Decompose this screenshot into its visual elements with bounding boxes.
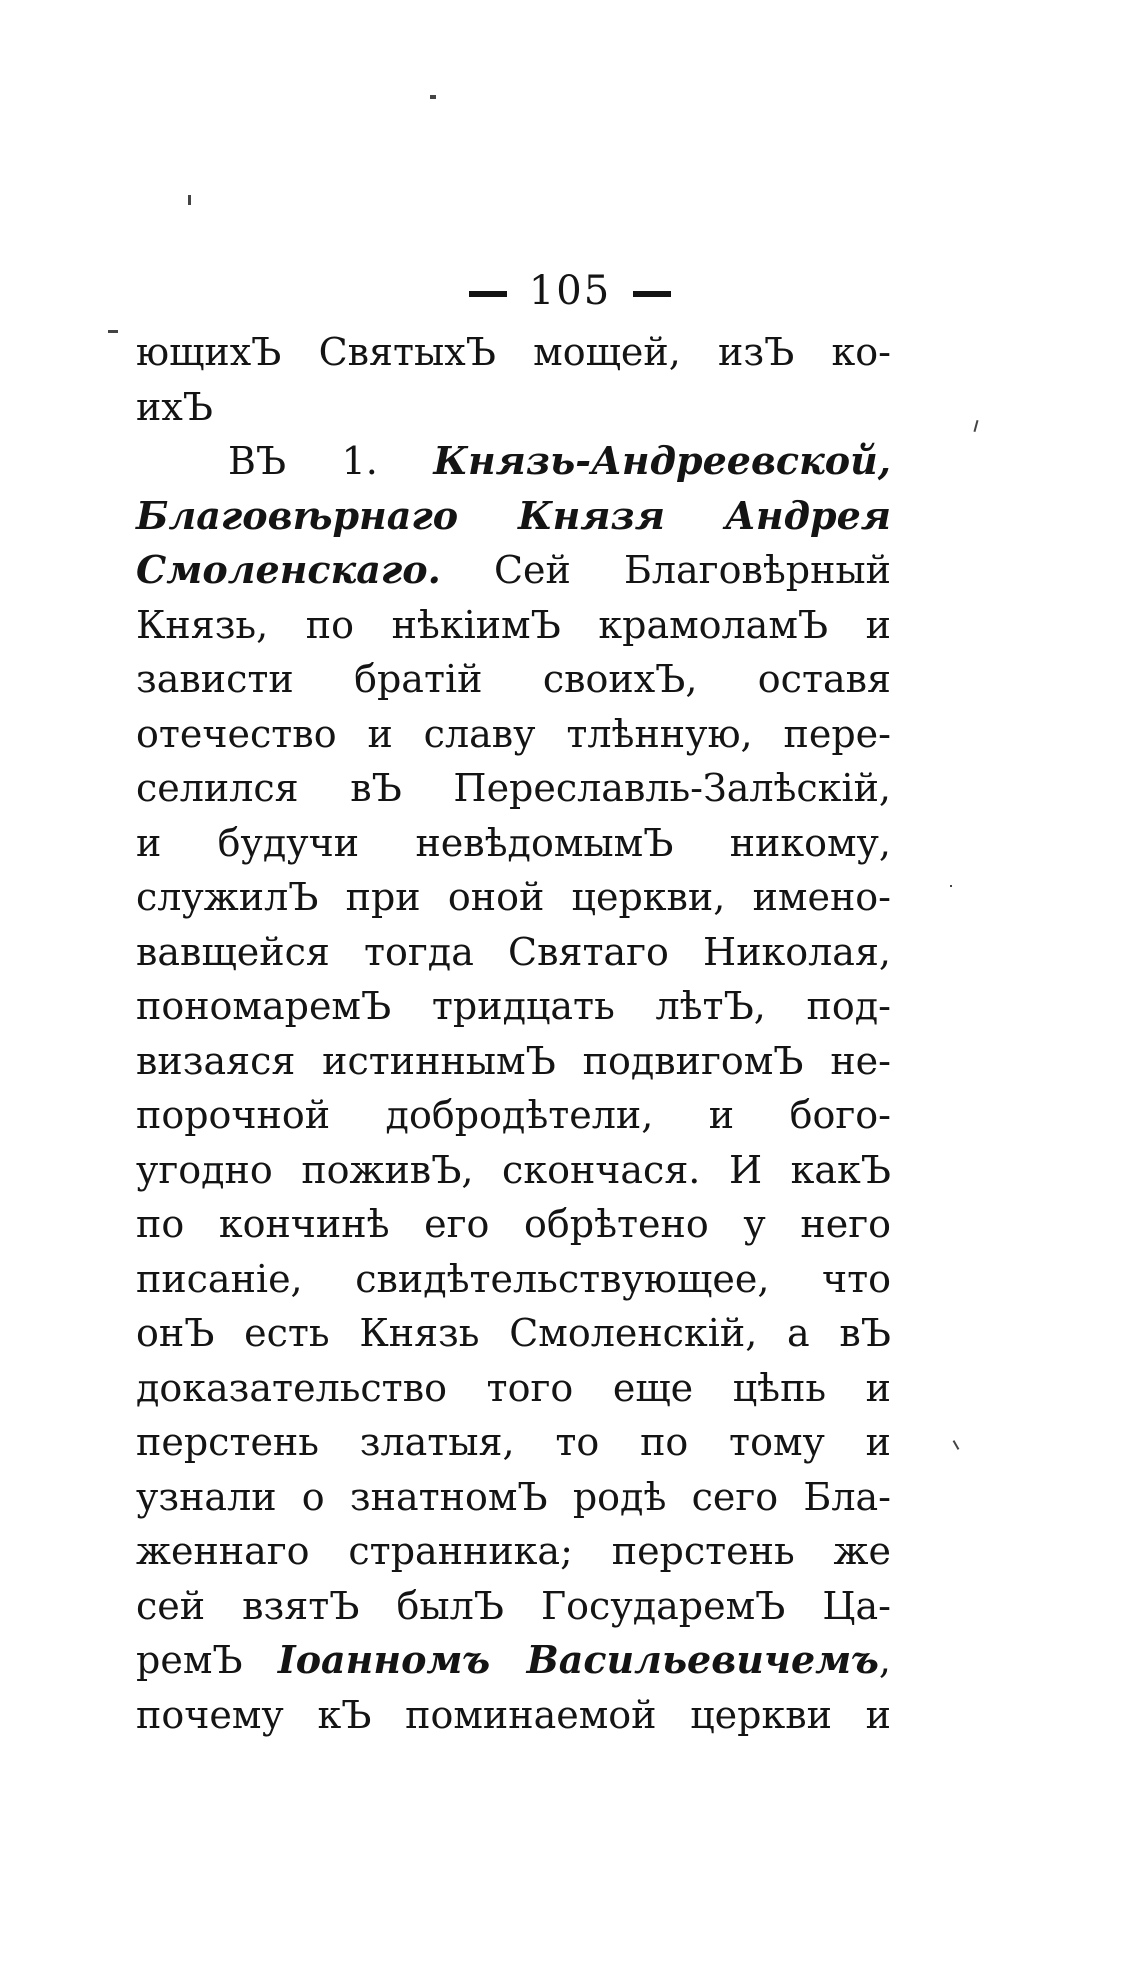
text-line bbox=[136, 707, 891, 762]
header-dash-left bbox=[469, 291, 507, 297]
text-line bbox=[136, 761, 891, 816]
text-line bbox=[136, 1252, 891, 1307]
text-segment: Князь, по нѣкіимЪ крамоламЪ и bbox=[136, 602, 891, 647]
scan-speck bbox=[430, 95, 436, 99]
text-segment: Благовѣрнаго Князя Андрея bbox=[136, 492, 891, 538]
scan-speck bbox=[953, 1440, 960, 1450]
text-segment: ихЪ bbox=[136, 384, 213, 429]
scan-speck bbox=[950, 885, 952, 887]
text-line bbox=[136, 1633, 891, 1688]
text-line bbox=[136, 325, 891, 380]
text-segment: онЪ есть Князь Смоленскій, а вЪ bbox=[136, 1311, 891, 1355]
text-segment: ющихЪ СвятыхЪ мощей, изЪ ко- bbox=[136, 330, 891, 374]
text-line bbox=[136, 979, 891, 1034]
text-line bbox=[136, 870, 891, 925]
text-line bbox=[136, 380, 891, 435]
body-text bbox=[136, 325, 891, 1742]
text-line bbox=[136, 1143, 891, 1198]
text-segment: Іоанномъ Васильевичемъ bbox=[277, 1637, 879, 1682]
text-segment: Смоленскаго. bbox=[136, 547, 441, 592]
text-segment: , bbox=[878, 1638, 892, 1682]
text-segment: Сей Благовѣрный bbox=[440, 548, 891, 592]
scan-speck bbox=[188, 195, 191, 205]
text-segment: зависти братій своихЪ, оставя bbox=[136, 657, 891, 701]
text-line bbox=[136, 598, 891, 653]
text-segment: доказательство того еще цѣпь и bbox=[136, 1365, 891, 1410]
text-line bbox=[136, 1579, 891, 1634]
text-segment: писаніе, свидѣтельствующее, что bbox=[136, 1256, 891, 1301]
text-line bbox=[136, 543, 891, 598]
text-line bbox=[136, 1088, 891, 1143]
text-segment: перстень златыя, то по тому и bbox=[136, 1420, 891, 1464]
text-segment: и будучи невѣдомымЪ никому, bbox=[136, 820, 891, 865]
scan-speck bbox=[108, 330, 118, 333]
text-line bbox=[136, 1524, 891, 1579]
scan-speck bbox=[973, 420, 978, 432]
text-segment: порочной добродѣтели, и бого- bbox=[136, 1093, 891, 1137]
text-line bbox=[136, 1361, 891, 1416]
text-line bbox=[136, 1034, 891, 1089]
text-segment: узнали о знатномЪ родѣ сего Бла- bbox=[136, 1474, 891, 1519]
text-segment: сей взятЪ былЪ ГосударемЪ Ца- bbox=[136, 1583, 891, 1628]
text-segment: селился вЪ Переславль-Залѣскій, bbox=[136, 766, 891, 810]
text-segment: почему кЪ поминаемой церкви и bbox=[136, 1692, 891, 1737]
text-line bbox=[136, 1470, 891, 1525]
text-segment: женнаго странника; перстень же bbox=[136, 1529, 891, 1573]
page-number: 105 bbox=[528, 268, 612, 314]
text-segment: по кончинѣ его обрѣтено у него bbox=[136, 1202, 891, 1246]
text-line bbox=[136, 925, 891, 980]
header-dash-right bbox=[633, 291, 671, 297]
text-segment: ВЪ 1. bbox=[228, 439, 434, 483]
text-line bbox=[136, 1306, 891, 1361]
text-segment: отечество и славу тлѣнную, пере- bbox=[136, 711, 891, 756]
text-segment: визаяся истиннымЪ подвигомЪ не- bbox=[136, 1038, 891, 1083]
text-segment: Князь-Андреевской, bbox=[433, 438, 891, 483]
text-segment: пономаремЪ тридцать лѣтЪ, под- bbox=[136, 984, 891, 1028]
text-segment: угодно поживЪ, скончася. И какЪ bbox=[136, 1147, 891, 1192]
text-line bbox=[136, 1688, 891, 1743]
text-line bbox=[136, 652, 891, 707]
text-line bbox=[136, 1197, 891, 1252]
text-line bbox=[136, 489, 891, 544]
text-segment: вавщейся тогда Святаго Николая, bbox=[136, 929, 891, 974]
text-line bbox=[136, 434, 891, 489]
text-segment: ремЪ bbox=[136, 1638, 278, 1682]
text-segment: служилЪ при оной церкви, имено- bbox=[136, 875, 891, 919]
text-line bbox=[136, 816, 891, 871]
text-line bbox=[136, 1415, 891, 1470]
page-header bbox=[0, 268, 1140, 314]
